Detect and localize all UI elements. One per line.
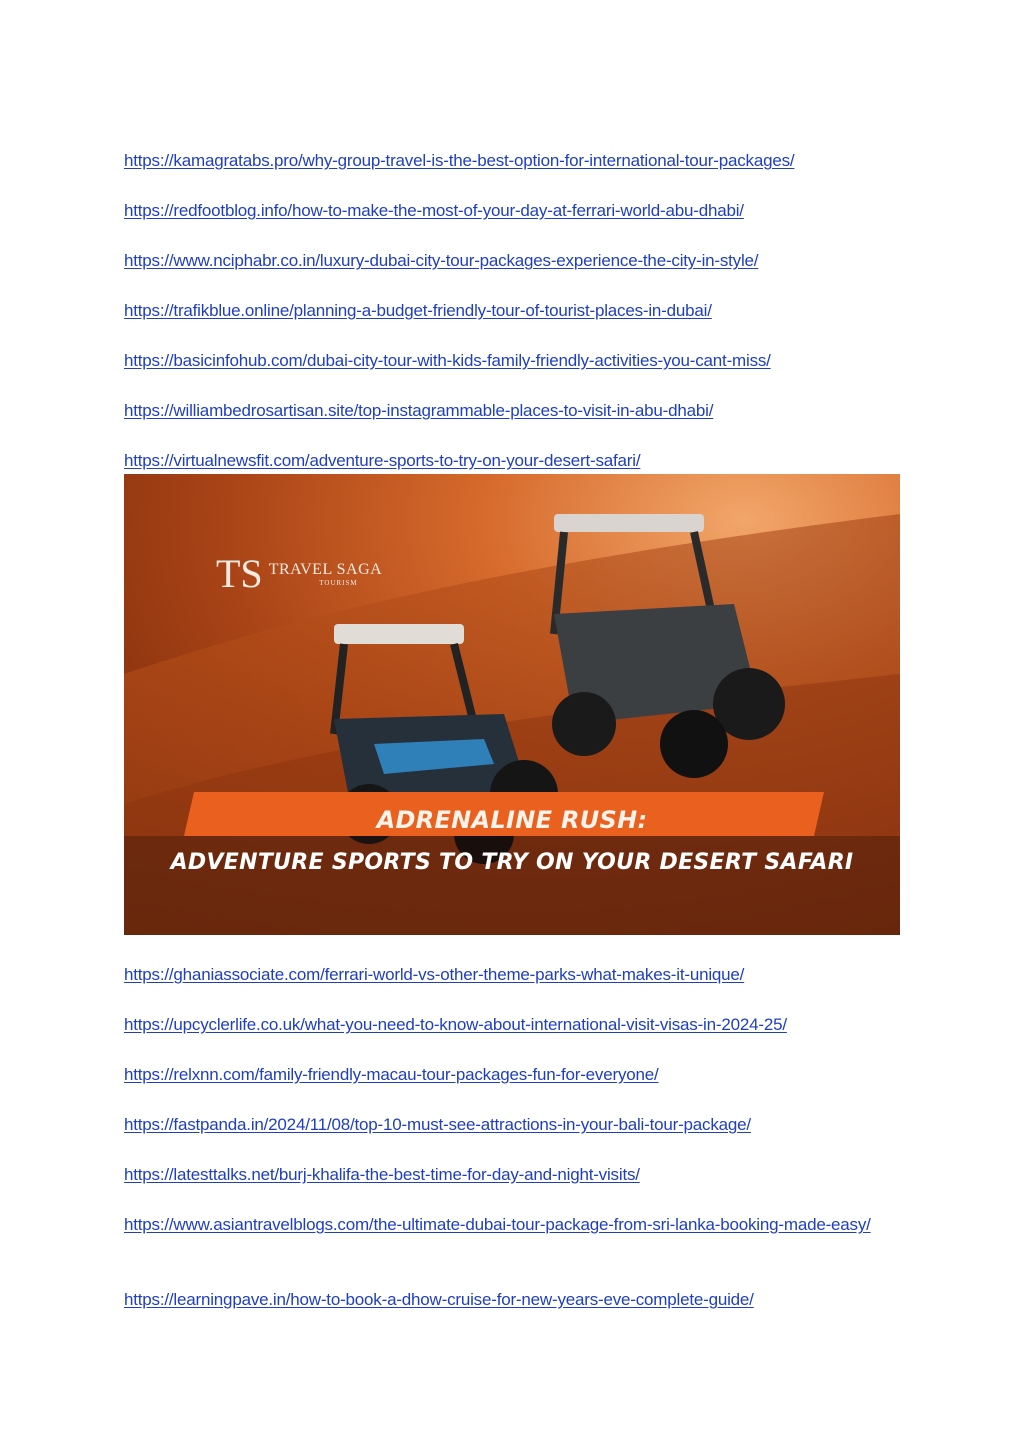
link-ghaniassociate[interactable]: https://ghaniassociate.com/ferrari-world-vs-other-theme-parks-what-makes-it-unique/ [124, 965, 745, 984]
link-latesttalks[interactable]: https://latesttalks.net/burj-khalifa-the-best-time-for-day-and-night-visits/ [124, 1165, 640, 1184]
link-asiantravelblogs[interactable]: https://www.asiantravelblogs.com/the-ultimate-dubai-tour-package-from-sri-lanka-booking-made-easy/ [124, 1215, 871, 1234]
link-basicinfohub[interactable]: https://basicinfohub.com/dubai-city-tour-with-kids-family-friendly-activities-you-cant-miss/ [124, 351, 771, 370]
link-williambedrosartisan[interactable]: https://williambedrosartisan.site/top-instagrammable-places-to-visit-in-abu-dhabi/ [124, 401, 714, 420]
link-kamagratabs[interactable]: https://kamagratabs.pro/why-group-travel-is-the-best-option-for-international-tour-packages/ [124, 151, 795, 170]
logo-title: TRAVEL SAGA [268, 561, 383, 578]
link-relxnn[interactable]: https://relxnn.com/family-friendly-macau-tour-packages-fun-for-everyone/ [124, 1065, 659, 1084]
link-upcyclerlife[interactable]: https://upcyclerlife.co.uk/what-you-need-to-know-about-international-visit-visas-in-2024-25/ [124, 1015, 787, 1034]
promo-banner-image [124, 474, 900, 935]
banner-subheadline: ADVENTURE SPORTS TO TRY ON YOUR DESERT SAFARI [170, 850, 854, 875]
link-fastpanda[interactable]: https://fastpanda.in/2024/11/08/top-10-must-see-attractions-in-your-bali-tour-package/ [124, 1115, 751, 1134]
logo-subtitle: TOURISM [319, 579, 358, 587]
link-trafikblue[interactable]: https://trafikblue.online/planning-a-budget-friendly-tour-of-tourist-places-in-dubai/ [124, 301, 712, 320]
link-nciphabr[interactable]: https://www.nciphabr.co.in/luxury-dubai-city-tour-packages-experience-the-city-in-style/ [124, 251, 759, 270]
link-redfootblog[interactable]: https://redfootblog.info/how-to-make-the-most-of-your-day-at-ferrari-world-abu-dhabi/ [124, 201, 744, 220]
link-learningpave[interactable]: https://learningpave.in/how-to-book-a-dhow-cruise-for-new-years-eve-complete-guide/ [124, 1290, 754, 1309]
banner-headline: ADRENALINE RUSH: [376, 806, 648, 834]
travel-saga-logo [216, 551, 383, 596]
link-virtualnewsfit[interactable]: https://virtualnewsfit.com/adventure-sports-to-try-on-your-desert-safari/ [124, 451, 641, 470]
logo-mark: TS [216, 551, 263, 596]
